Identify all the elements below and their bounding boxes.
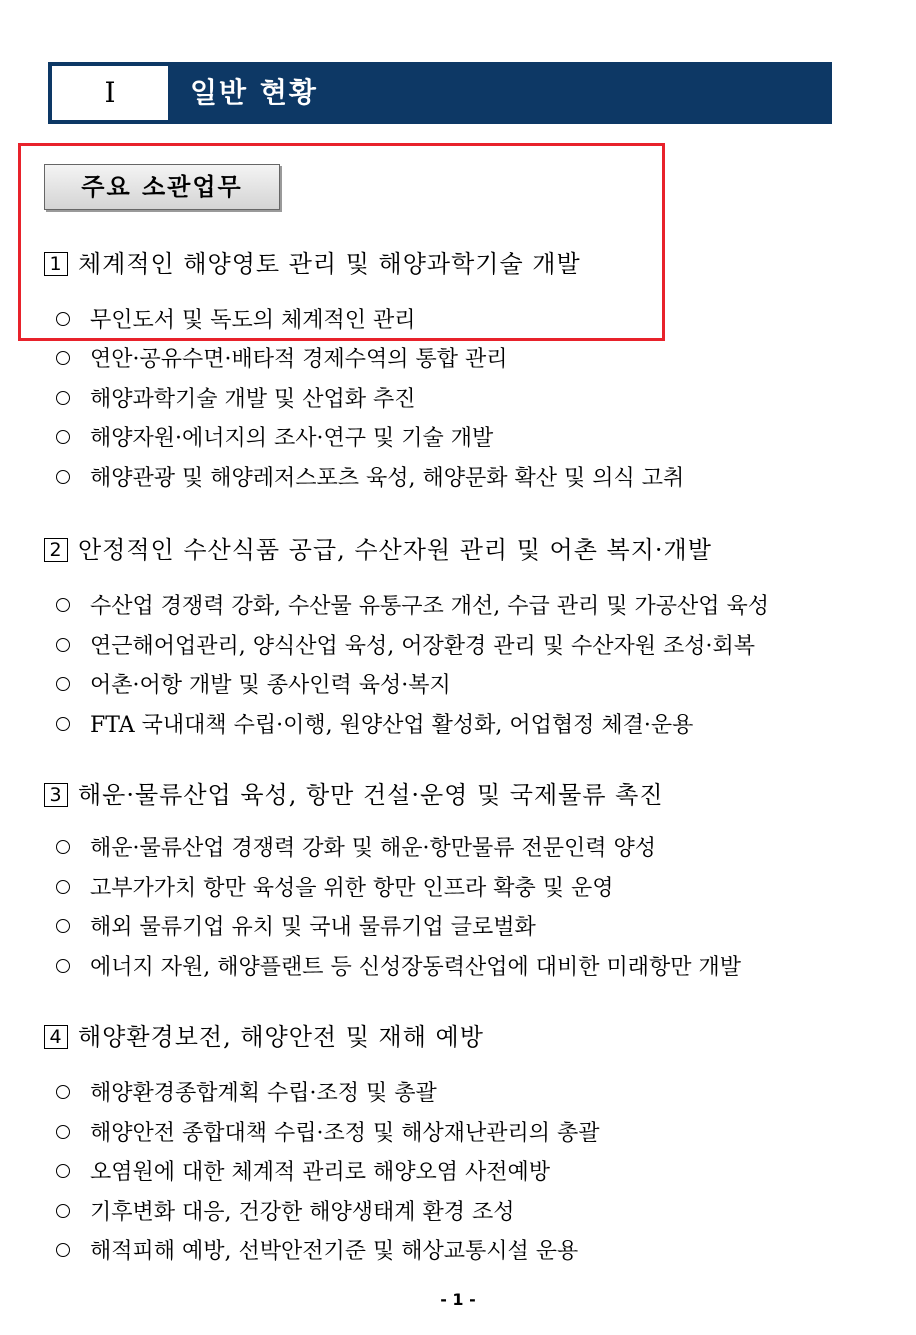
section-number-box: 4 xyxy=(44,1025,68,1049)
circle-bullet-icon xyxy=(56,391,70,405)
section-number-box: 2 xyxy=(44,538,68,562)
circle-bullet-icon xyxy=(56,1243,70,1257)
list-item: FTA 국내대책 수립·이행, 원양산업 활성화, 어업협정 체결·운용 xyxy=(56,711,693,741)
list-item: 기후변화 대응, 건강한 해양생태계 환경 조성 xyxy=(56,1198,515,1228)
list-item: 해외 물류기업 유치 및 국내 물류기업 글로벌화 xyxy=(56,913,536,943)
circle-bullet-icon xyxy=(56,717,70,731)
list-item: 해적피해 예방, 선박안전기준 및 해상교통시설 운용 xyxy=(56,1237,578,1267)
list-item: 수산업 경쟁력 강화, 수산물 유통구조 개선, 수급 관리 및 가공산업 육성 xyxy=(56,592,769,622)
circle-bullet-icon xyxy=(56,1125,70,1139)
circle-bullet-icon xyxy=(56,312,70,326)
circle-bullet-icon xyxy=(56,638,70,652)
list-item: 해운·물류산업 경쟁력 강화 및 해운·항만물류 전문인력 양성 xyxy=(56,834,656,864)
section-header-title: 일반 현황 xyxy=(190,76,318,109)
list-item: 에너지 자원, 해양플랜트 등 신성장동력산업에 대비한 미래항만 개발 xyxy=(56,953,741,983)
section-title-text: 안정적인 수산식품 공급, 수산자원 관리 및 어촌 복지·개발 xyxy=(78,536,712,564)
list-item: 연근해어업관리, 양식산업 육성, 어장환경 관리 및 수산자원 조성·회복 xyxy=(56,632,755,662)
list-item: 해양과학기술 개발 및 산업화 추진 xyxy=(56,385,416,415)
circle-bullet-icon xyxy=(56,840,70,854)
list-item: 연안·공유수면·배타적 경제수역의 통합 관리 xyxy=(56,345,508,375)
list-item: 해양자원·에너지의 조사·연구 및 기술 개발 xyxy=(56,424,493,454)
list-item: 해양관광 및 해양레저스포츠 육성, 해양문화 확산 및 의식 고취 xyxy=(56,464,684,494)
section-title-text: 해양환경보전, 해양안전 및 재해 예방 xyxy=(78,1023,484,1051)
list-item: 해양환경종합계획 수립·조정 및 총괄 xyxy=(56,1079,437,1109)
circle-bullet-icon xyxy=(56,919,70,933)
circle-bullet-icon xyxy=(56,470,70,484)
page-number: - 1 - xyxy=(440,1290,476,1309)
list-item: 고부가가치 항만 육성을 위한 항만 인프라 확충 및 운영 xyxy=(56,874,614,904)
section-title-text: 체계적인 해양영토 관리 및 해양과학기술 개발 xyxy=(78,250,581,278)
list-item: 무인도서 및 독도의 체계적인 관리 xyxy=(56,306,416,336)
circle-bullet-icon xyxy=(56,959,70,973)
circle-bullet-icon xyxy=(56,351,70,365)
section-title-2 xyxy=(44,534,712,566)
section-title-3 xyxy=(44,779,664,811)
section-header-bar xyxy=(48,62,832,124)
circle-bullet-icon xyxy=(56,880,70,894)
list-item: 해양안전 종합대책 수립·조정 및 해상재난관리의 총괄 xyxy=(56,1119,600,1149)
circle-bullet-icon xyxy=(56,430,70,444)
circle-bullet-icon xyxy=(56,1085,70,1099)
section-roman-numeral: Ⅰ xyxy=(52,66,168,120)
section-title-1 xyxy=(44,248,581,280)
list-item: 오염원에 대한 체계적 관리로 해양오염 사전예방 xyxy=(56,1158,550,1188)
section-title-4 xyxy=(44,1021,484,1053)
section-title-text: 해운·물류산업 육성, 항만 건설·운영 및 국제물류 촉진 xyxy=(78,781,664,809)
circle-bullet-icon xyxy=(56,1204,70,1218)
circle-bullet-icon xyxy=(56,598,70,612)
circle-bullet-icon xyxy=(56,1164,70,1178)
circle-bullet-icon xyxy=(56,677,70,691)
section-number-box: 3 xyxy=(44,783,68,807)
list-item: 어촌·어항 개발 및 종사인력 육성·복지 xyxy=(56,671,451,701)
section-number-box: 1 xyxy=(44,252,68,276)
subheading-box: 주요 소관업무 xyxy=(44,164,280,210)
